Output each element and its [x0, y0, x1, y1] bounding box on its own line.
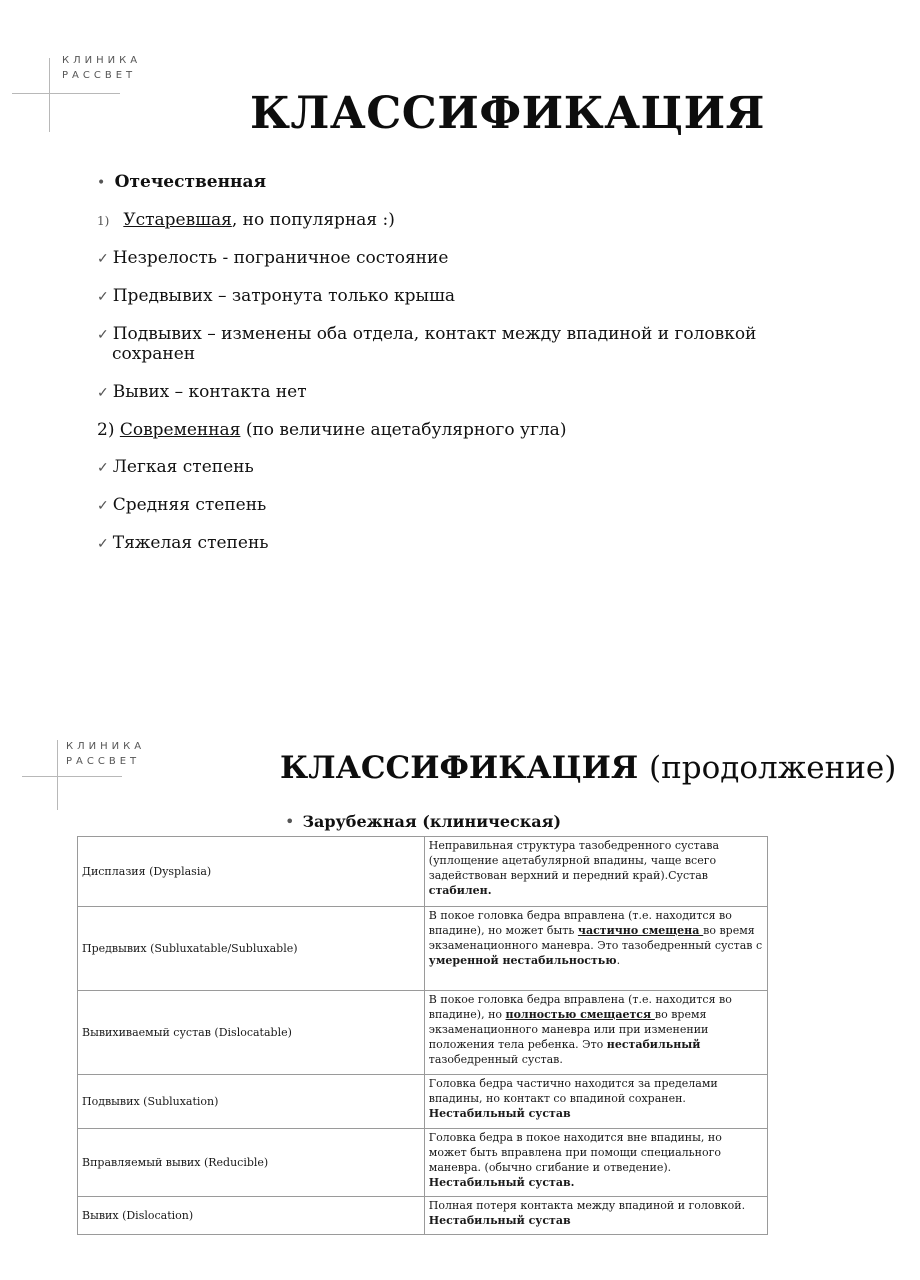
slide-classification-continued	[0, 640, 920, 1280]
table-row	[78, 1129, 768, 1197]
check-item	[97, 324, 756, 345]
check-item-text: Незрелость - пограничное состояние	[112, 248, 449, 268]
item-number: 2)	[97, 420, 115, 440]
table-row	[78, 991, 768, 1075]
table-cell-name: Дисплазия (Dysplasia)	[78, 837, 425, 907]
slide-title-suffix: (продолжение)	[649, 750, 897, 786]
item-underlined: Устаревшая	[123, 210, 232, 230]
check-item	[97, 248, 448, 269]
item-text: , но популярная :)	[231, 210, 395, 230]
checkmark-icon: ✓	[97, 498, 109, 514]
logo-line-1: КЛИНИКА	[62, 55, 142, 66]
check-item	[97, 533, 269, 554]
table-row	[78, 837, 768, 907]
table-cell-name: Подвывих (Subluxation)	[78, 1075, 425, 1129]
item-underlined: Современная	[119, 420, 241, 440]
section-heading	[285, 812, 561, 831]
table-cell-name: Вывих (Dislocation)	[78, 1197, 425, 1235]
slide-title	[280, 750, 896, 786]
table-cell-name: Вправляемый вывих (Reducible)	[78, 1129, 425, 1197]
checkmark-icon: ✓	[97, 385, 109, 401]
item-text: (по величине ацетабулярного угла)	[240, 420, 567, 440]
table-cell-description: В покое головка бедра вправлена (т.е. находится во впадине), но полностью смещается во время экзаменационного маневра или при изменении положения тела ребенка. Это нестабильный тазобедренный сустав.	[424, 991, 767, 1075]
check-item-text: Подвывих – изменены оба отдела, контакт между впадиной и головкой	[112, 324, 757, 344]
checkmark-icon: ✓	[97, 327, 109, 343]
check-item-continuation: сохранен	[112, 344, 196, 364]
logo-line-2: РАССВЕТ	[62, 70, 137, 81]
list-item	[97, 210, 395, 231]
table-cell-description: В покое головка бедра вправлена (т.е. находится во впадине), но может быть частично смещена во время экзаменационного маневра. Это тазобедренный сустав с умеренной нестабильностью.	[424, 907, 767, 991]
checkmark-icon: ✓	[97, 289, 109, 305]
item-number: 1)	[97, 214, 110, 228]
check-item-text: Вывих – контакта нет	[112, 382, 307, 402]
section-heading-text: Отечественная	[114, 172, 267, 192]
check-item	[97, 286, 455, 307]
check-item	[97, 495, 266, 516]
table-cell-name: Вывихиваемый сустав (Dislocatable)	[78, 991, 425, 1075]
slide-title-main: КЛАССИФИКАЦИЯ	[280, 750, 639, 786]
bullet-icon: •	[285, 812, 295, 831]
table-row	[78, 907, 768, 991]
check-item-text: Тяжелая степень	[112, 533, 269, 553]
table-cell-description: Головка бедра в покое находится вне впадины, но может быть вправлена при помощи специального маневра. (обычно сгибание и отведение). Нестабильный сустав.	[424, 1129, 767, 1197]
table-row	[78, 1075, 768, 1129]
list-item	[97, 420, 566, 440]
checkmark-icon: ✓	[97, 251, 109, 267]
check-item	[97, 457, 254, 478]
table-cell-description: Неправильная структура тазобедренного сустава (уплощение ацетабулярной впадины, чаще всего задействован верхний и передний край).Сустав стабилен.	[424, 837, 767, 907]
check-item-text: Предвывих – затронута только крыша	[112, 286, 456, 306]
logo-line-1: КЛИНИКА	[66, 741, 146, 752]
section-heading-text: Зарубежная (клиническая)	[302, 812, 562, 831]
checkmark-icon: ✓	[97, 460, 109, 476]
table-cell-name: Предвывих (Subluxatable/Subluxable)	[78, 907, 425, 991]
checkmark-icon: ✓	[97, 536, 109, 552]
check-item-text: Средняя степень	[112, 495, 267, 515]
bullet-icon: •	[97, 175, 106, 191]
section-heading	[97, 172, 266, 193]
check-item-text: Легкая степень	[112, 457, 254, 477]
slide-title: КЛАССИФИКАЦИЯ	[250, 88, 765, 139]
logo-line-2: РАССВЕТ	[66, 756, 141, 767]
table-cell-description: Головка бедра частично находится за пределами впадины, но контакт со впадиной сохранен. Нестабильный сустав	[424, 1075, 767, 1129]
classification-table	[77, 836, 768, 1235]
check-item	[97, 382, 307, 403]
table-cell-description: Полная потеря контакта между впадиной и головкой. Нестабильный сустав	[424, 1197, 767, 1235]
table-row	[78, 1197, 768, 1235]
